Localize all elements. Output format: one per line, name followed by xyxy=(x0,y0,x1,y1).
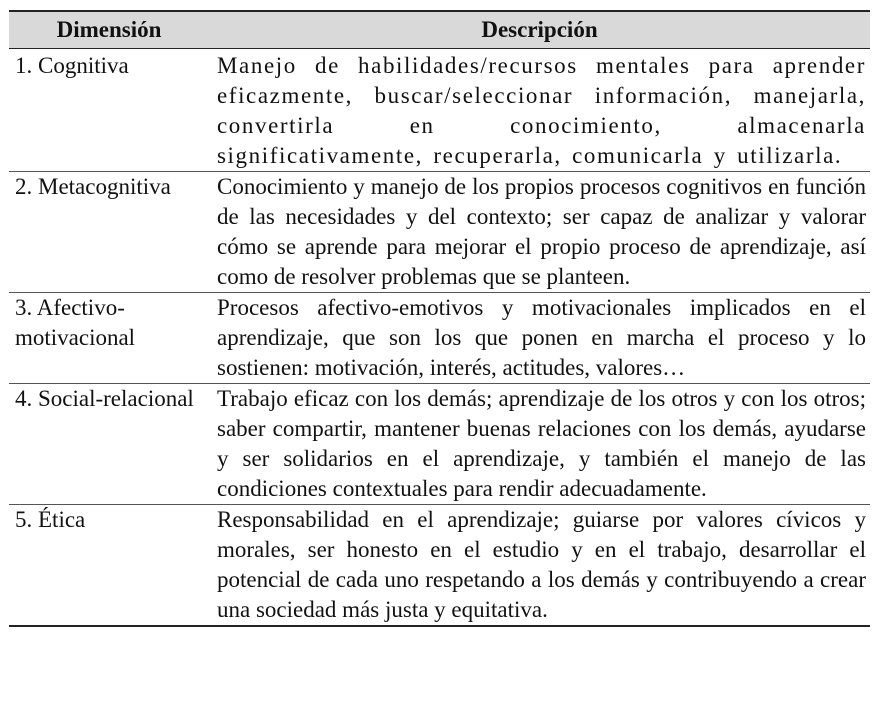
row-5-dimension: 5. Ética xyxy=(9,505,209,627)
table-header xyxy=(9,11,870,49)
table-row xyxy=(9,172,870,293)
row-4-description: Trabajo eficaz con los demás; aprendizaje de los otros y con los otros; saber compartir, mantener buenas relaciones con los demás, ayudarse y ser solidarios en el aprendizaje, y también el manejo de las condiciones contextuales para rendir adecuadamente. xyxy=(209,384,870,505)
dimensions-table-container xyxy=(9,10,870,627)
table-row xyxy=(9,505,870,627)
row-4-dimension: 4. Social-relacional xyxy=(9,384,209,505)
table-row xyxy=(9,49,870,172)
header-row xyxy=(9,11,870,49)
table-row xyxy=(9,384,870,505)
row-1-dimension: 1. Cognitiva xyxy=(9,49,209,172)
row-3-dimension: 3. Afectivo-motivacional xyxy=(9,293,209,384)
row-2-dimension: 2. Metacognitiva xyxy=(9,172,209,293)
row-5-description: Responsabilidad en el aprendizaje; guiarse por valores cívicos y morales, ser honesto en el estudio y en el trabajo, desarrollar el potencial de cada uno respetando a los demás y contribuyendo a crear una sociedad más justa y equitativa. xyxy=(209,505,870,627)
row-1-description: Manejo de habilidades/recursos mentales para aprender eficazmente, buscar/seleccionar información, manejarla, convertirla en conocimiento, almacenarla significativamente, recuperarla, comunicarla y utilizarla. xyxy=(209,49,870,172)
row-2-description: Conocimiento y manejo de los propios procesos cognitivos en función de las necesidades y del contexto; ser capaz de analizar y valorar cómo se aprende para mejorar el propio proceso de aprendizaje, así como de resolver problemas que se planteen. xyxy=(209,172,870,293)
row-3-description: Procesos afectivo-emotivos y motivacionales implicados en el aprendizaje, que son los que ponen en marcha el proceso y lo sostienen: motivación, interés, actitudes, valores… xyxy=(209,293,870,384)
header-description: Descripción xyxy=(209,11,870,49)
header-dimension: Dimensión xyxy=(9,11,209,49)
table-row xyxy=(9,293,870,384)
table-body xyxy=(9,49,870,627)
dimensions-table xyxy=(9,10,870,627)
